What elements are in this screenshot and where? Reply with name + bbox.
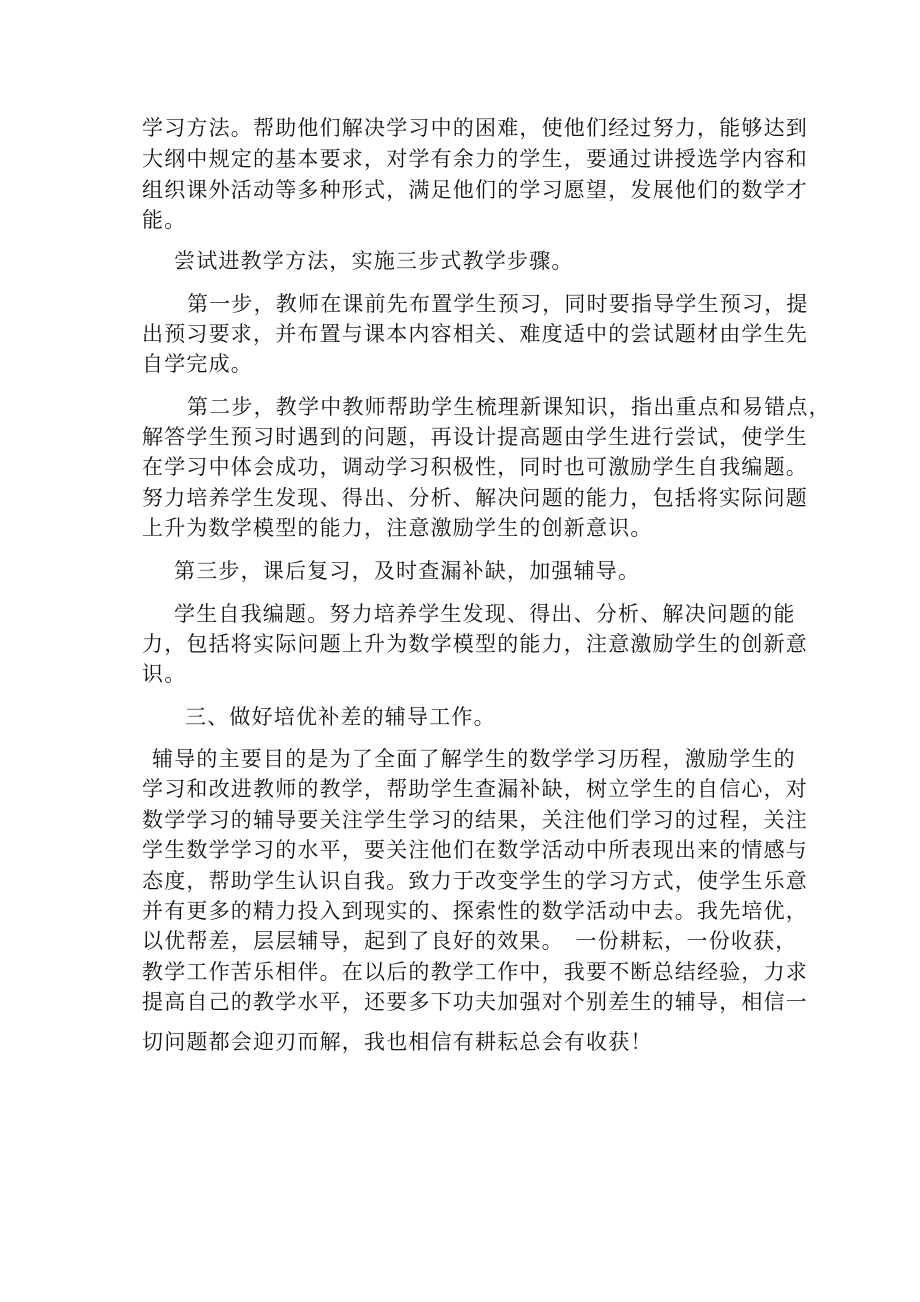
text-line: 努力培养学生发现、得出、分析、解决问题的能力，包括将实际问题	[142, 486, 808, 510]
text-line: 教学工作苦乐相伴。在以后的教学工作中，我要不断总结经验，力求	[142, 960, 808, 984]
text-line: 大纲中规定的基本要求，对学有余力的学生，要通过讲授选学内容和	[142, 147, 808, 171]
text-line: 学习方法。帮助他们解决学习中的困难，使他们经过努力，能够达到	[142, 116, 808, 140]
text-line: 自学完成。	[142, 352, 253, 376]
text-line: 学生数学学习的水平，要关注他们在数学活动中所表现出来的情感与	[142, 838, 808, 862]
text-line: 在学习中体会成功，调动学习积极性，同时也可激励学生自我编题。	[142, 455, 808, 479]
text-line: 识。	[142, 662, 187, 686]
text-line: 能。	[142, 208, 187, 232]
text-line: 并有更多的精力投入到现实的、探索性的数学活动中去。我先培优，	[142, 899, 808, 923]
text-line: 解答学生预习时遇到的问题，再设计提高题由学生进行尝试，使学生	[142, 425, 808, 449]
text-line: 组织课外活动等多种形式，满足他们的学习愿望，发展他们的数学才	[142, 178, 808, 202]
text-line: 数学学习的辅导要关注学生学习的结果，关注他们学习的过程，关注	[142, 808, 808, 832]
section-heading: 三、做好培优补差的辅导工作。	[185, 705, 496, 729]
text-line: 以优帮差，层层辅导，起到了良好的效果。 一份耕耘，一份收获，	[142, 929, 798, 953]
text-line: 第二步，教学中教师帮助学生梳理新课知识，指出重点和易错点，	[187, 395, 831, 419]
text-line: 辅导的主要目的是为了全面了解学生的数学学习历程，激励学生的	[152, 747, 796, 771]
text-line: 上升为数学模型的能力，注意激励学生的创新意识。	[142, 516, 653, 540]
text-line: 学生自我编题。努力培养学生发现、得出、分析、解决问题的能	[174, 602, 796, 626]
text-line: 出预习要求，并布置与课本内容相关、难度适中的尝试题材由学生先	[142, 322, 808, 346]
text-line: 态度，帮助学生认识自我。致力于改变学生的学习方式，使学生乐意	[142, 869, 808, 893]
text-line: 提高自己的教学水平，还要多下功夫加强对个别差生的辅导，相信一	[142, 990, 808, 1014]
text-line: 第三步，课后复习，及时查漏补缺，加强辅导。	[174, 559, 641, 583]
text-line: 切问题都会迎刃而解，我也相信有耕耘总会有收获！	[142, 1030, 653, 1054]
section-heading: 尝试进教学方法，实施三步式教学步骤。	[174, 249, 574, 273]
text-line: 第一步，教师在课前先布置学生预习，同时要指导学生预习，提	[187, 292, 809, 316]
text-line: 学习和改进教师的教学，帮助学生查漏补缺，树立学生的自信心，对	[142, 777, 808, 801]
text-line: 力，包括将实际问题上升为数学模型的能力，注意激励学生的创新意	[142, 632, 808, 656]
